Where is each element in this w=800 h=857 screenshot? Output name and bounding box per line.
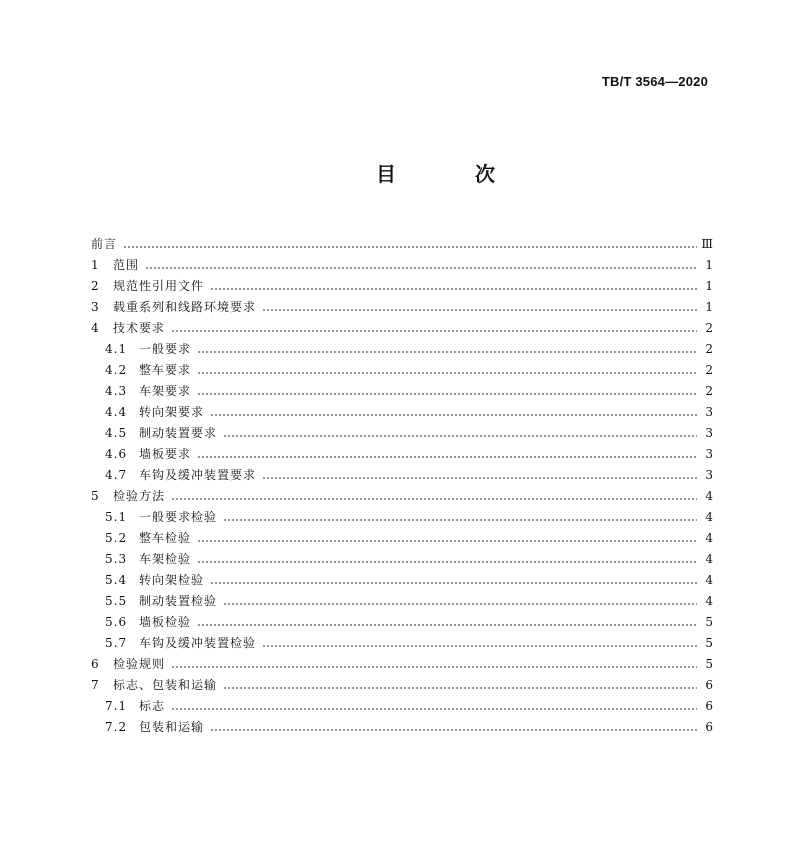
toc-entry-number: 1 (91, 258, 100, 272)
toc-entry[interactable] (91, 633, 713, 654)
table-of-contents (91, 234, 713, 738)
toc-entry-number: 5 (91, 489, 100, 503)
toc-entry-page: 3 (705, 447, 713, 461)
toc-entry-title: 制动装置检验 (139, 594, 218, 608)
dot-leader (262, 645, 697, 647)
toc-entry-number: 4.4 (105, 405, 128, 419)
toc-entry-page: Ⅲ (701, 237, 713, 251)
toc-entry-number: 4 (91, 321, 100, 335)
dot-leader (210, 288, 697, 290)
toc-entry[interactable] (91, 234, 713, 255)
toc-entry-page: 3 (705, 405, 713, 419)
toc-entry-page: 2 (705, 363, 713, 377)
dot-leader (262, 477, 697, 479)
toc-entry-page: 1 (705, 258, 713, 272)
toc-entry-number: 4.5 (105, 426, 128, 440)
toc-entry-title: 车架检验 (139, 552, 192, 566)
dot-leader (223, 687, 697, 689)
toc-entry-page: 3 (705, 468, 713, 482)
dot-leader (262, 309, 697, 311)
toc-entry[interactable] (91, 255, 713, 276)
toc-entry[interactable] (91, 717, 713, 738)
toc-entry[interactable] (91, 318, 713, 339)
toc-entry-page: 2 (705, 384, 713, 398)
dot-leader (197, 624, 697, 626)
toc-entry-page: 5 (705, 615, 713, 629)
toc-entry-title: 墙板要求 (139, 447, 192, 461)
toc-entry-number: 3 (91, 300, 100, 314)
toc-entry-page: 1 (705, 300, 713, 314)
toc-entry-number: 4.2 (105, 363, 128, 377)
toc-entry-title: 一般要求 (139, 342, 192, 356)
toc-entry-number: 4.6 (105, 447, 128, 461)
toc-entry-number: 5.5 (105, 594, 128, 608)
toc-entry-title: 检验规则 (113, 657, 166, 671)
toc-entry-number: 4.3 (105, 384, 128, 398)
toc-entry-number: 7 (91, 678, 100, 692)
dot-leader (171, 666, 697, 668)
toc-entry[interactable] (91, 675, 713, 696)
toc-entry-number: 7.1 (105, 699, 128, 713)
dot-leader (171, 498, 697, 500)
toc-entry[interactable] (91, 591, 713, 612)
toc-entry-number: 5.4 (105, 573, 128, 587)
toc-entry[interactable] (91, 570, 713, 591)
toc-entry[interactable] (91, 444, 713, 465)
toc-entry-title: 技术要求 (113, 321, 166, 335)
toc-entry-number: 5.3 (105, 552, 128, 566)
toc-entry-page: 2 (705, 321, 713, 335)
toc-entry[interactable] (91, 549, 713, 570)
toc-entry-title: 墙板检验 (139, 615, 192, 629)
toc-entry[interactable] (91, 381, 713, 402)
toc-entry-title: 包装和运输 (139, 720, 205, 734)
toc-entry-page: 4 (705, 531, 713, 545)
toc-entry-page: 3 (705, 426, 713, 440)
toc-entry-title: 整车检验 (139, 531, 192, 545)
toc-entry[interactable] (91, 423, 713, 444)
toc-entry-page: 1 (705, 279, 713, 293)
dot-leader (171, 708, 697, 710)
toc-entry[interactable] (91, 696, 713, 717)
dot-leader (223, 603, 697, 605)
dot-leader (210, 729, 697, 731)
toc-entry-number: 2 (91, 279, 100, 293)
toc-entry-title: 检验方法 (113, 489, 166, 503)
toc-entry-page: 4 (705, 594, 713, 608)
toc-entry-title: 车钩及缓冲装置要求 (139, 468, 257, 482)
toc-entry[interactable] (91, 507, 713, 528)
dot-leader (197, 351, 697, 353)
document-code: TB/T 3564—2020 (601, 74, 708, 89)
dot-leader (210, 414, 697, 416)
toc-entry-title: 整车要求 (139, 363, 192, 377)
dot-leader (223, 519, 697, 521)
dot-leader (197, 561, 697, 563)
toc-entry[interactable] (91, 276, 713, 297)
toc-entry-title: 前言 (91, 237, 118, 251)
toc-entry-number: 5.1 (105, 510, 128, 524)
dot-leader (197, 540, 697, 542)
dot-leader (210, 582, 697, 584)
toc-entry-page: 2 (705, 342, 713, 356)
dot-leader (223, 435, 697, 437)
toc-entry-title: 范围 (113, 258, 140, 272)
toc-entry-number: 5.2 (105, 531, 128, 545)
toc-entry-title: 载重系列和线路环境要求 (113, 300, 257, 314)
dot-leader (197, 456, 697, 458)
toc-entry-number: 7.2 (105, 720, 128, 734)
toc-entry[interactable] (91, 360, 713, 381)
toc-entry-title: 标志 (139, 699, 166, 713)
toc-entry-page: 4 (705, 552, 713, 566)
toc-entry-title: 制动装置要求 (139, 426, 218, 440)
toc-entry-number: 4.7 (105, 468, 128, 482)
toc-entry-number: 6 (91, 657, 100, 671)
toc-entry-title: 转向架要求 (139, 405, 205, 419)
dot-leader (123, 246, 697, 248)
toc-entry-number: 5.7 (105, 636, 128, 650)
toc-entry-page: 6 (705, 720, 713, 734)
toc-title: 目 次 (376, 162, 531, 186)
toc-entry-title: 转向架检验 (139, 573, 205, 587)
dot-leader (197, 372, 697, 374)
toc-entry[interactable] (91, 465, 713, 486)
toc-entry-title: 一般要求检验 (139, 510, 218, 524)
toc-entry[interactable] (91, 402, 713, 423)
toc-entry-title: 车架要求 (139, 384, 192, 398)
toc-entry-page: 6 (705, 699, 713, 713)
toc-entry-page: 4 (705, 573, 713, 587)
toc-entry-title: 标志、包装和运输 (113, 678, 218, 692)
dot-leader (171, 330, 697, 332)
toc-entry-page: 5 (705, 636, 713, 650)
toc-entry-title: 车钩及缓冲装置检验 (139, 636, 257, 650)
toc-entry-number: 4.1 (105, 342, 128, 356)
toc-entry-page: 6 (705, 678, 713, 692)
dot-leader (197, 393, 697, 395)
dot-leader (145, 267, 697, 269)
toc-entry-page: 4 (705, 489, 713, 503)
toc-entry[interactable] (91, 339, 713, 360)
toc-entry[interactable] (91, 486, 713, 507)
toc-entry-number: 5.6 (105, 615, 128, 629)
toc-entry[interactable] (91, 297, 713, 318)
toc-entry[interactable] (91, 654, 713, 675)
toc-entry[interactable] (91, 612, 713, 633)
toc-entry-page: 4 (705, 510, 713, 524)
toc-entry[interactable] (91, 528, 713, 549)
toc-entry-title: 规范性引用文件 (113, 279, 205, 293)
toc-entry-page: 5 (705, 657, 713, 671)
